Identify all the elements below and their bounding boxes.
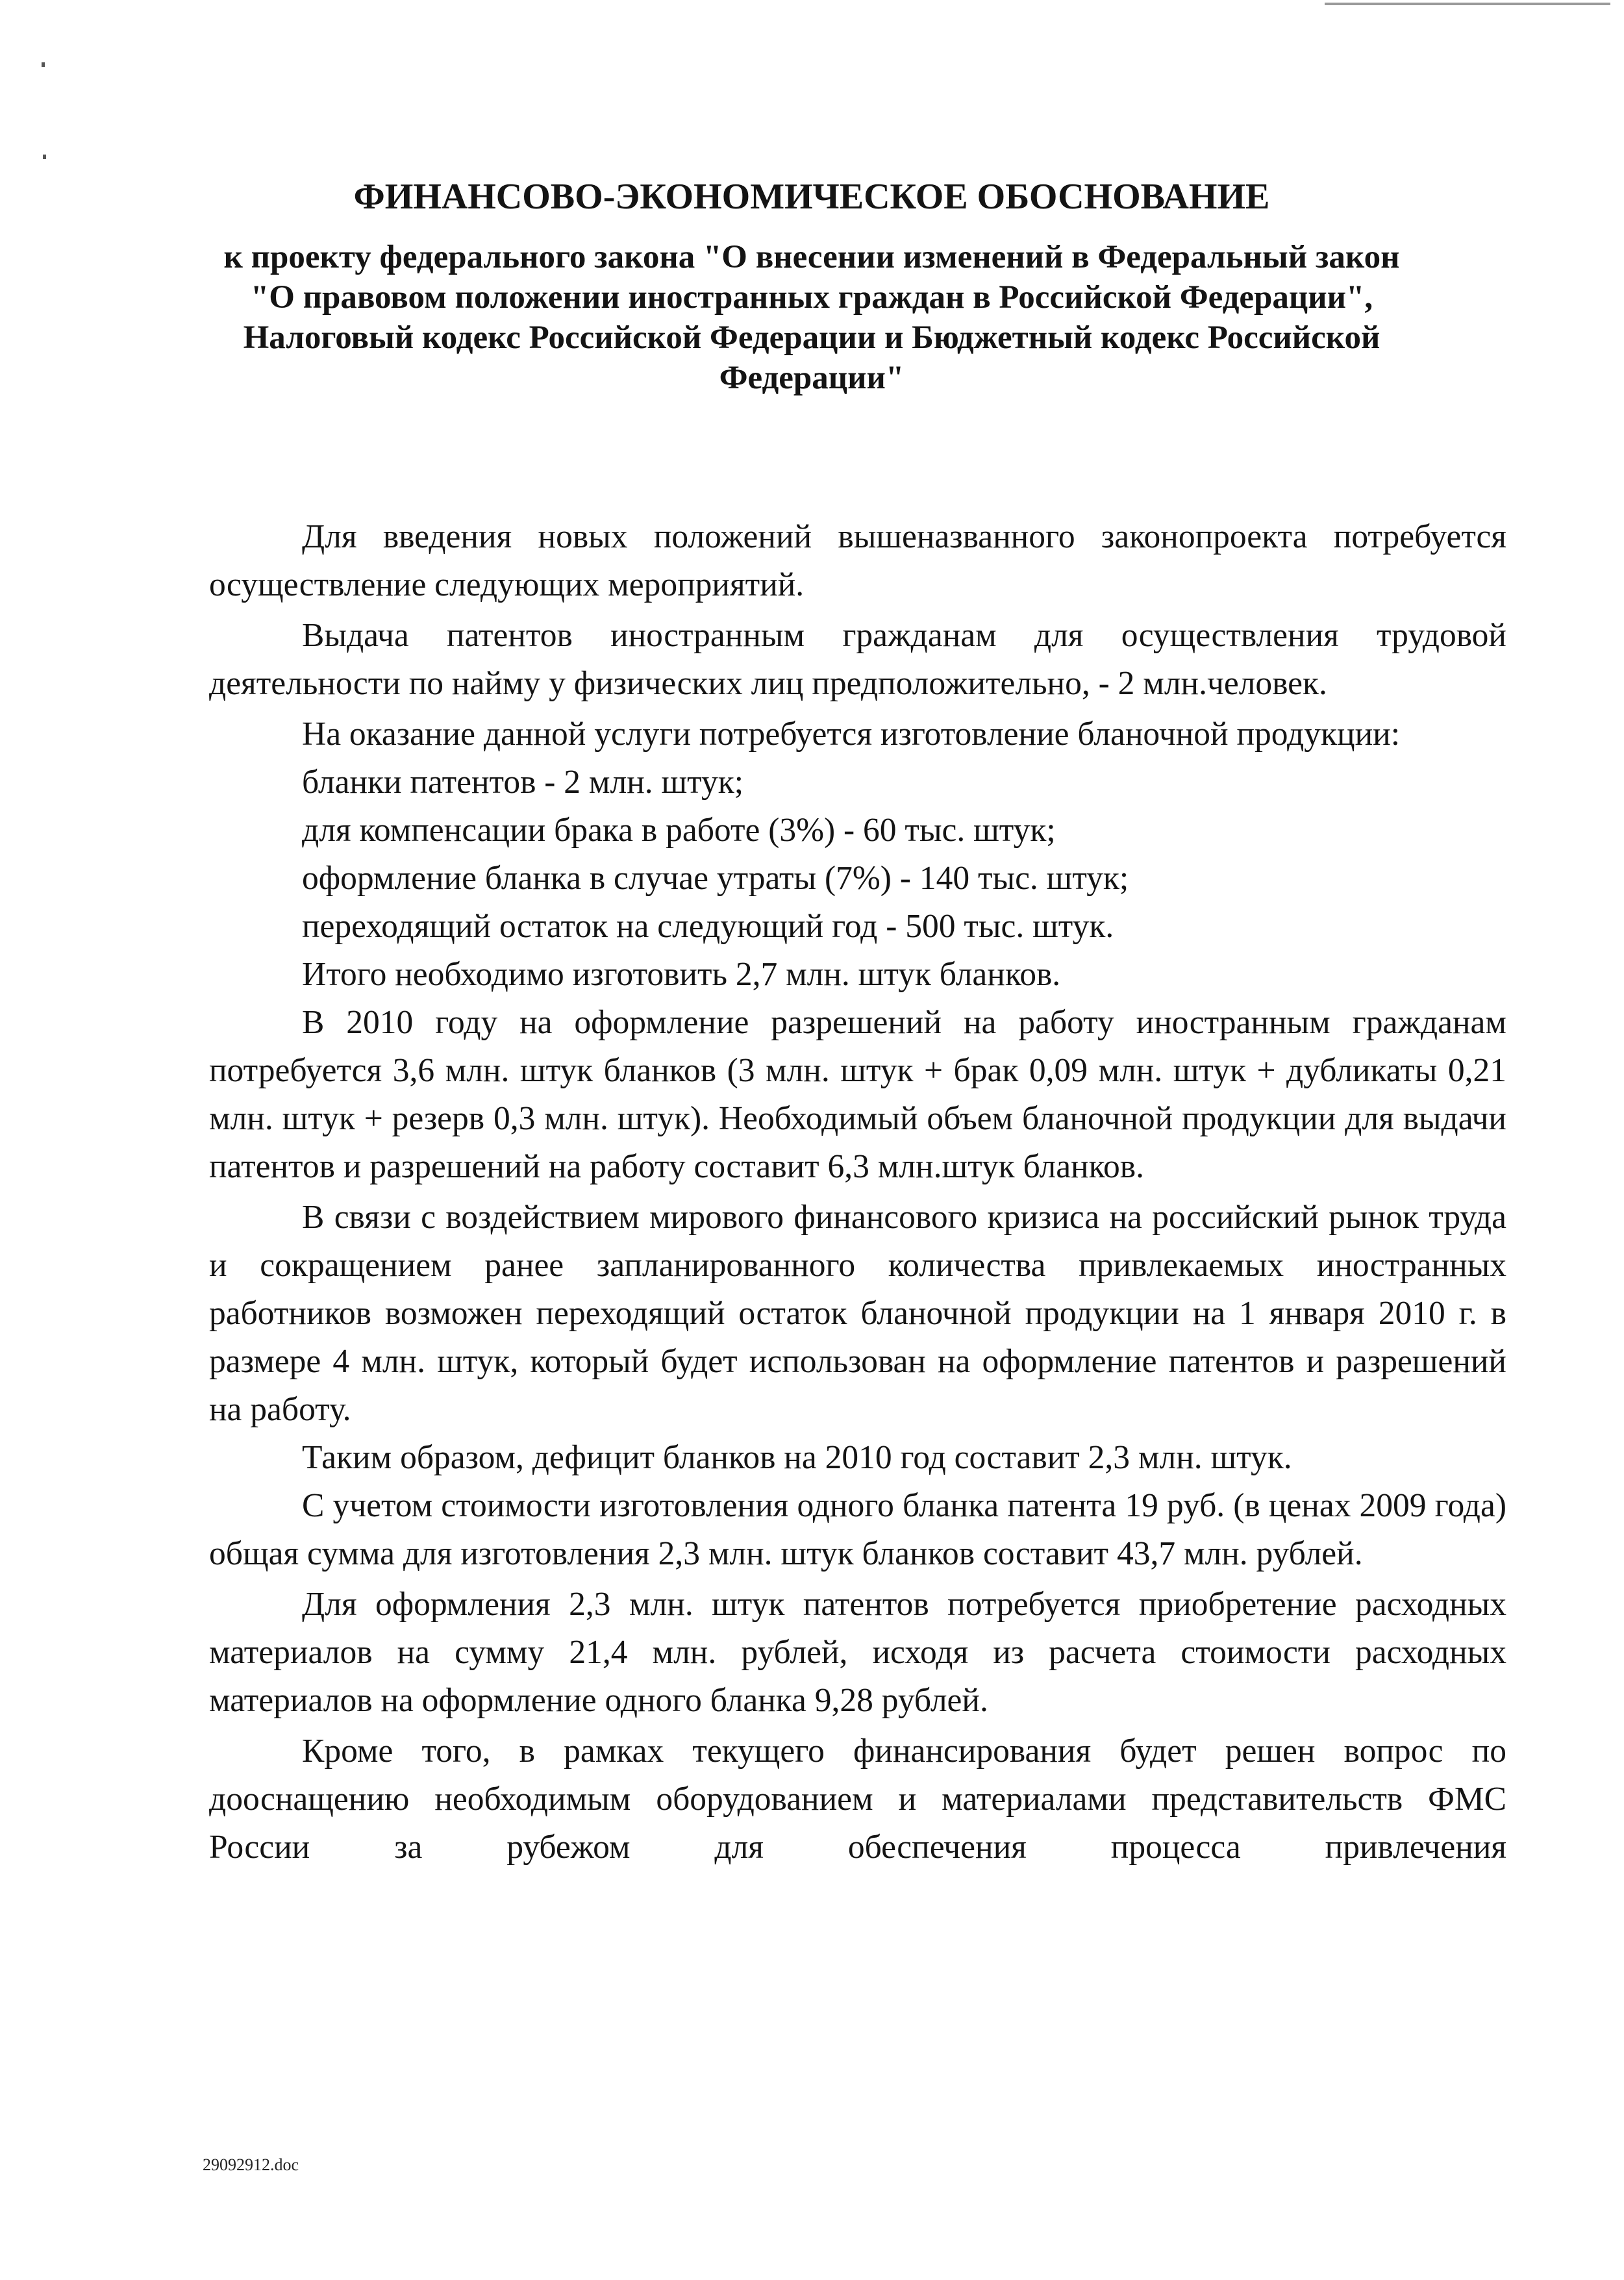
document-body (209, 513, 1506, 1872)
paragraph: В связи с воздействием мирового финансового кризиса на российский рынок труда и сокращением ранее запланированного количества привлекаемых иностранных работников возможен переходящий остаток бланочной продукции на 1 января 2010 г. в размере 4 млн. штук, который будет использован на оформление патентов и разрешений на работу. (209, 1199, 1506, 1428)
list-item: переходящий остаток на следующий год - 500 тыс. штук. (302, 908, 1114, 945)
list-item: для компенсации брака в работе (3%) - 60 тыс. штук; (302, 812, 1056, 849)
paragraph: Для введения новых положений вышеназванного законопроекта потребуется осуществление следующих мероприятий. (209, 518, 1506, 603)
scan-artifact-line (1325, 3, 1610, 5)
paragraph: Для оформления 2,3 млн. штук патентов потребуется приобретение расходных материалов на сумму 21,4 млн. рублей, исходя из расчета стоимости расходных материалов на оформление одного бланка 9,28 рублей. (209, 1586, 1506, 1719)
paragraph: В 2010 году на оформление разрешений на работу иностранным гражданам потребуется 3,6 млн. штук бланков (3 млн. штук + брак 0,09 млн. штук + дубликаты 0,21 млн. штук + резерв 0,3 млн. штук). Необходимый объем бланочной продукции для выдачи патентов и разрешений на работу составит 6,3 млн.штук бланков. (209, 1004, 1506, 1185)
document-subtitle: к проекту федерального закона "О внесении изменений в Федеральный закон "О правовом положении иностранных граждан в Российской Федерации", Налоговый кодекс Российской Федерации и Бюджетный кодекс Российской Федерации" (223, 239, 1400, 396)
list-item: оформление бланка в случае утраты (7%) - 140 тыс. штук; (302, 860, 1129, 897)
footer-filename: 29092912.doc (203, 2155, 299, 2174)
paragraph: Выдача патентов иностранным гражданам для осуществления трудовой деятельности по найму у физических лиц предположительно, - 2 млн.человек. (209, 617, 1506, 702)
list-item: бланки патентов - 2 млн. штук; (302, 764, 744, 801)
paragraph: На оказание данной услуги потребуется изготовление бланочной продукции: (302, 716, 1401, 753)
document-title: ФИНАНСОВО-ЭКОНОМИЧЕСКОЕ ОБОСНОВАНИЕ (353, 177, 1270, 217)
paragraph: С учетом стоимости изготовления одного бланка патента 19 руб. (в ценах 2009 года) общая сумма для изготовления 2,3 млн. штук бланков составит 43,7 млн. рублей. (209, 1487, 1506, 1572)
paragraph: Таким образом, дефицит бланков на 2010 год составит 2,3 млн. штук. (302, 1439, 1292, 1476)
scan-artifact-mark (42, 62, 45, 67)
paragraph: Кроме того, в рамках текущего финансирования будет решен вопрос по дооснащению необходимым оборудованием и материалами представительств ФМС России за рубежом для обеспечения процесса привлечения (209, 1733, 1506, 1866)
list-item: Итого необходимо изготовить 2,7 млн. штук бланков. (302, 956, 1061, 993)
scan-artifact-mark (43, 155, 46, 159)
